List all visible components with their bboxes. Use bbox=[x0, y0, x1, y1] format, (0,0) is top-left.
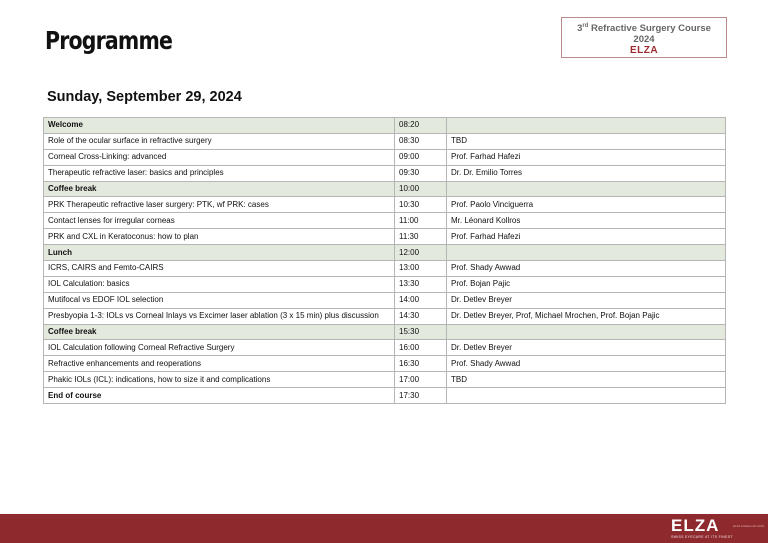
session-speaker bbox=[447, 181, 726, 197]
session-topic: Coffee break bbox=[44, 324, 395, 340]
session-speaker: Prof. Shady Awwad bbox=[447, 356, 726, 372]
schedule-row bbox=[44, 372, 726, 388]
course-badge bbox=[561, 17, 727, 58]
session-speaker bbox=[447, 118, 726, 134]
session-speaker: Mr. Léonard Kollros bbox=[447, 213, 726, 229]
course-ordinal-suffix: rd bbox=[582, 23, 589, 29]
session-speaker: TBD bbox=[447, 133, 726, 149]
session-topic: Therapeutic refractive laser: basics and principles bbox=[44, 165, 395, 181]
schedule-row bbox=[44, 149, 726, 165]
session-time: 08:20 bbox=[395, 118, 447, 134]
session-topic: ICRS, CAIRS and Femto-CAIRS bbox=[44, 261, 395, 277]
schedule-row bbox=[44, 292, 726, 308]
session-time: 15:30 bbox=[395, 324, 447, 340]
schedule-row bbox=[44, 229, 726, 245]
session-topic: Presbyopia 1-3: IOLs vs Corneal Inlays vs Excimer laser ablation (3 x 15 min) plus discussion bbox=[44, 308, 395, 324]
session-time: 17:00 bbox=[395, 372, 447, 388]
session-time: 14:30 bbox=[395, 308, 447, 324]
session-topic: IOL Calculation: basics bbox=[44, 276, 395, 292]
session-speaker bbox=[447, 388, 726, 404]
course-ordinal: 3 bbox=[577, 23, 583, 35]
session-time: 10:00 bbox=[395, 181, 447, 197]
schedule-row bbox=[44, 324, 726, 340]
session-topic: Coffee break bbox=[44, 181, 395, 197]
session-speaker: Prof. Bojan Pajic bbox=[447, 276, 726, 292]
session-time: 17:30 bbox=[395, 388, 447, 404]
schedule-row bbox=[44, 118, 726, 134]
programme-table bbox=[43, 117, 726, 404]
footer-tagline: SWISS EYECARE AT ITS FINEST bbox=[671, 535, 733, 539]
schedule-row bbox=[44, 213, 726, 229]
session-time: 08:30 bbox=[395, 133, 447, 149]
session-time: 11:30 bbox=[395, 229, 447, 245]
session-time: 13:30 bbox=[395, 276, 447, 292]
elza-logo-small: ELZA bbox=[629, 45, 659, 57]
session-topic: Lunch bbox=[44, 245, 395, 261]
session-topic: Phakic IOLs (ICL): indications, how to size it and complications bbox=[44, 372, 395, 388]
schedule-row bbox=[44, 340, 726, 356]
session-topic: PRK Therapeutic refractive laser surgery: PTK, wf PRK: cases bbox=[44, 197, 395, 213]
session-topic: Corneal Cross-Linking: advanced bbox=[44, 149, 395, 165]
session-topic: Welcome bbox=[44, 118, 395, 134]
session-time: 16:30 bbox=[395, 356, 447, 372]
course-year: 2024 bbox=[633, 34, 655, 46]
session-topic: Role of the ocular surface in refractive surgery bbox=[44, 133, 395, 149]
session-topic: Contact lenses for irregular corneas bbox=[44, 213, 395, 229]
schedule-row bbox=[44, 308, 726, 324]
schedule-row bbox=[44, 388, 726, 404]
session-topic: End of course bbox=[44, 388, 395, 404]
day-heading: Sunday, September 29, 2024 bbox=[47, 89, 242, 105]
footer-fineprint: ELZA Institute AG 2024 bbox=[733, 524, 765, 528]
session-speaker bbox=[447, 324, 726, 340]
session-topic: Refractive enhancements and reoperations bbox=[44, 356, 395, 372]
schedule-row bbox=[44, 181, 726, 197]
session-topic: PRK and CXL in Keratoconus: how to plan bbox=[44, 229, 395, 245]
session-speaker: Dr. Detlev Breyer bbox=[447, 340, 726, 356]
session-speaker: Dr. Dr. Emilio Torres bbox=[447, 165, 726, 181]
schedule-row bbox=[44, 133, 726, 149]
page-title: Programme bbox=[45, 26, 173, 55]
session-speaker: TBD bbox=[447, 372, 726, 388]
session-speaker bbox=[447, 245, 726, 261]
session-time: 14:00 bbox=[395, 292, 447, 308]
session-time: 11:00 bbox=[395, 213, 447, 229]
elza-logo: ELZA bbox=[671, 516, 720, 535]
session-time: 16:00 bbox=[395, 340, 447, 356]
programme-table-body bbox=[44, 118, 726, 404]
session-speaker: Prof. Shady Awwad bbox=[447, 261, 726, 277]
schedule-row bbox=[44, 356, 726, 372]
session-speaker: Dr. Detlev Breyer, Prof, Michael Mrochen, Prof. Bojan Pajic bbox=[447, 308, 726, 324]
session-time: 10:30 bbox=[395, 197, 447, 213]
course-name: Refractive Surgery Course bbox=[591, 23, 711, 35]
session-time: 09:30 bbox=[395, 165, 447, 181]
course-name-line bbox=[562, 23, 726, 34]
session-time: 13:00 bbox=[395, 261, 447, 277]
schedule-row bbox=[44, 261, 726, 277]
session-speaker: Prof. Farhad Hafezi bbox=[447, 149, 726, 165]
footer-bar bbox=[0, 514, 768, 543]
schedule-row bbox=[44, 165, 726, 181]
session-speaker: Dr. Detlev Breyer bbox=[447, 292, 726, 308]
session-time: 12:00 bbox=[395, 245, 447, 261]
session-speaker: Prof. Paolo Vinciguerra bbox=[447, 197, 726, 213]
schedule-row bbox=[44, 276, 726, 292]
session-speaker: Prof. Farhad Hafezi bbox=[447, 229, 726, 245]
session-topic: IOL Calculation following Corneal Refractive Surgery bbox=[44, 340, 395, 356]
schedule-row bbox=[44, 197, 726, 213]
session-time: 09:00 bbox=[395, 149, 447, 165]
session-topic: Mutifocal vs EDOF IOL selection bbox=[44, 292, 395, 308]
schedule-row bbox=[44, 245, 726, 261]
